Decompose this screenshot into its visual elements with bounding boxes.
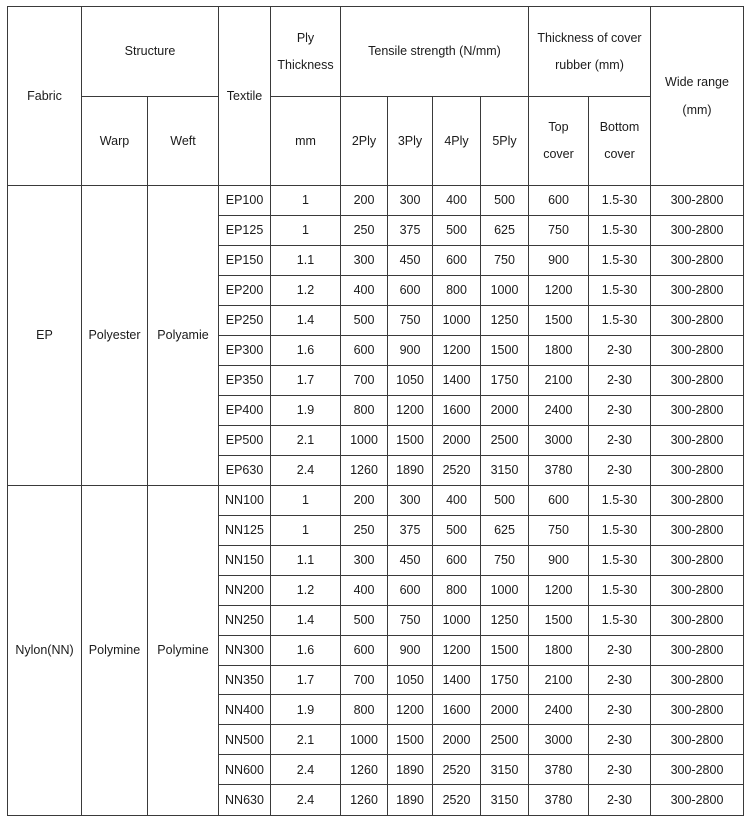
cell-tensile-5ply: 1750 [481, 365, 529, 395]
cell-ply-thickness-mm: 1 [271, 215, 341, 245]
cell-tensile-4ply: 1400 [433, 365, 481, 395]
cell-bottom-cover: 1.5-30 [589, 245, 651, 275]
cell-textile: NN150 [219, 545, 271, 575]
cell-textile: EP500 [219, 425, 271, 455]
cell-top-cover: 600 [529, 186, 589, 216]
cell-textile: EP250 [219, 305, 271, 335]
cell-ply-thickness-mm: 1.4 [271, 305, 341, 335]
cell-ply-thickness-mm: 1.7 [271, 665, 341, 695]
cell-top-cover: 1200 [529, 275, 589, 305]
cell-tensile-2ply: 700 [341, 665, 388, 695]
cell-wide-range: 300-2800 [651, 725, 744, 755]
cell-tensile-3ply: 300 [388, 485, 433, 515]
cell-tensile-3ply: 750 [388, 305, 433, 335]
cell-tensile-3ply: 1890 [388, 755, 433, 785]
cell-wide-range: 300-2800 [651, 425, 744, 455]
cell-tensile-2ply: 300 [341, 545, 388, 575]
cell-textile: NN630 [219, 785, 271, 815]
cell-bottom-cover: 2-30 [589, 695, 651, 725]
cell-tensile-4ply: 2000 [433, 425, 481, 455]
header-ply-thickness-line1: Ply [296, 30, 315, 45]
cell-tensile-3ply: 600 [388, 275, 433, 305]
cell-tensile-3ply: 1500 [388, 725, 433, 755]
cell-bottom-cover: 2-30 [589, 785, 651, 815]
cell-tensile-5ply: 2500 [481, 425, 529, 455]
header-row-primary [8, 7, 744, 97]
cell-tensile-5ply: 2000 [481, 395, 529, 425]
header-top-cover-line1: Top [548, 120, 569, 135]
cell-tensile-5ply: 1000 [481, 575, 529, 605]
cell-tensile-4ply: 400 [433, 485, 481, 515]
header-4ply: 4Ply [433, 96, 481, 186]
cell-bottom-cover: 1.5-30 [589, 575, 651, 605]
cell-bottom-cover: 1.5-30 [589, 515, 651, 545]
cell-ply-thickness-mm: 1.1 [271, 545, 341, 575]
cell-tensile-4ply: 800 [433, 275, 481, 305]
cell-ply-thickness-mm: 1.2 [271, 575, 341, 605]
header-cover-rubber-line1: Thickness of cover [537, 30, 642, 45]
group-cell-weft: Polymine [148, 485, 219, 815]
cell-bottom-cover: 2-30 [589, 455, 651, 485]
cell-ply-thickness-mm: 1.1 [271, 245, 341, 275]
cell-textile: EP350 [219, 365, 271, 395]
header-top-cover [529, 96, 589, 186]
cell-tensile-4ply: 1600 [433, 395, 481, 425]
cell-top-cover: 3780 [529, 755, 589, 785]
cell-tensile-2ply: 700 [341, 365, 388, 395]
cell-tensile-4ply: 1600 [433, 695, 481, 725]
cell-tensile-5ply: 500 [481, 186, 529, 216]
cell-tensile-3ply: 1050 [388, 365, 433, 395]
group-cell-weft: Polyamie [148, 186, 219, 486]
cell-bottom-cover: 2-30 [589, 725, 651, 755]
cell-bottom-cover: 1.5-30 [589, 545, 651, 575]
cell-bottom-cover: 1.5-30 [589, 215, 651, 245]
table-body [8, 186, 744, 816]
cell-ply-thickness-mm: 1 [271, 485, 341, 515]
cell-wide-range: 300-2800 [651, 515, 744, 545]
cell-textile: EP400 [219, 395, 271, 425]
cell-ply-thickness-mm: 1.2 [271, 275, 341, 305]
cell-wide-range: 300-2800 [651, 665, 744, 695]
group-cell-fabric: EP [8, 186, 82, 486]
cell-ply-thickness-mm: 2.4 [271, 455, 341, 485]
cell-tensile-5ply: 500 [481, 485, 529, 515]
cell-bottom-cover: 1.5-30 [589, 305, 651, 335]
group-cell-fabric: Nylon(NN) [8, 485, 82, 815]
cell-bottom-cover: 2-30 [589, 635, 651, 665]
header-2ply: 2Ply [341, 96, 388, 186]
cell-tensile-3ply: 375 [388, 215, 433, 245]
cell-wide-range: 300-2800 [651, 695, 744, 725]
cell-wide-range: 300-2800 [651, 785, 744, 815]
cell-ply-thickness-mm: 1.7 [271, 365, 341, 395]
cell-tensile-2ply: 500 [341, 305, 388, 335]
cell-top-cover: 750 [529, 215, 589, 245]
cell-wide-range: 300-2800 [651, 575, 744, 605]
cell-textile: NN600 [219, 755, 271, 785]
cell-tensile-5ply: 625 [481, 215, 529, 245]
cell-tensile-4ply: 600 [433, 545, 481, 575]
cell-ply-thickness-mm: 2.4 [271, 785, 341, 815]
header-cover-rubber-thickness [529, 7, 651, 97]
cell-top-cover: 2100 [529, 365, 589, 395]
cell-tensile-2ply: 500 [341, 605, 388, 635]
cell-wide-range: 300-2800 [651, 365, 744, 395]
header-ply-thickness-line2: Thickness [277, 57, 334, 72]
header-top-cover-line2: cover [543, 147, 574, 162]
cell-tensile-5ply: 2000 [481, 695, 529, 725]
cell-tensile-3ply: 450 [388, 545, 433, 575]
cell-ply-thickness-mm: 1 [271, 186, 341, 216]
cell-top-cover: 900 [529, 245, 589, 275]
cell-wide-range: 300-2800 [651, 335, 744, 365]
cell-tensile-3ply: 750 [388, 605, 433, 635]
cell-tensile-4ply: 800 [433, 575, 481, 605]
cell-tensile-2ply: 250 [341, 515, 388, 545]
cell-top-cover: 3000 [529, 725, 589, 755]
cell-tensile-4ply: 1200 [433, 335, 481, 365]
cell-textile: EP200 [219, 275, 271, 305]
cell-tensile-5ply: 3150 [481, 455, 529, 485]
cell-tensile-3ply: 900 [388, 635, 433, 665]
cell-top-cover: 600 [529, 485, 589, 515]
cell-top-cover: 900 [529, 545, 589, 575]
cell-textile: NN100 [219, 485, 271, 515]
cell-textile: NN500 [219, 725, 271, 755]
table-row [8, 485, 744, 515]
cell-tensile-4ply: 600 [433, 245, 481, 275]
cell-tensile-3ply: 900 [388, 335, 433, 365]
cell-textile: EP300 [219, 335, 271, 365]
cell-ply-thickness-mm: 2.1 [271, 425, 341, 455]
cell-top-cover: 3780 [529, 785, 589, 815]
header-cover-rubber-line2: rubber (mm) [555, 57, 624, 72]
cell-bottom-cover: 2-30 [589, 395, 651, 425]
conveyor-belt-spec-table [7, 6, 744, 816]
cell-ply-thickness-mm: 2.1 [271, 725, 341, 755]
cell-tensile-4ply: 1000 [433, 305, 481, 335]
cell-top-cover: 1800 [529, 335, 589, 365]
header-bottom-cover-line1: Bottom [599, 120, 640, 135]
cell-textile: EP100 [219, 186, 271, 216]
cell-top-cover: 3000 [529, 425, 589, 455]
cell-tensile-4ply: 2000 [433, 725, 481, 755]
cell-tensile-2ply: 250 [341, 215, 388, 245]
cell-tensile-2ply: 1000 [341, 725, 388, 755]
header-5ply: 5Ply [481, 96, 529, 186]
cell-tensile-2ply: 800 [341, 695, 388, 725]
cell-top-cover: 1500 [529, 605, 589, 635]
cell-tensile-3ply: 600 [388, 575, 433, 605]
cell-textile: NN400 [219, 695, 271, 725]
cell-tensile-2ply: 200 [341, 186, 388, 216]
cell-tensile-2ply: 1260 [341, 755, 388, 785]
cell-wide-range: 300-2800 [651, 186, 744, 216]
conveyor-belt-spec-table-container [7, 6, 743, 807]
cell-bottom-cover: 1.5-30 [589, 186, 651, 216]
cell-tensile-3ply: 1890 [388, 455, 433, 485]
cell-bottom-cover: 2-30 [589, 335, 651, 365]
cell-ply-thickness-mm: 1 [271, 515, 341, 545]
cell-ply-thickness-mm: 1.9 [271, 695, 341, 725]
cell-textile: EP630 [219, 455, 271, 485]
cell-tensile-2ply: 400 [341, 275, 388, 305]
cell-tensile-3ply: 1500 [388, 425, 433, 455]
cell-wide-range: 300-2800 [651, 635, 744, 665]
cell-textile: EP125 [219, 215, 271, 245]
cell-bottom-cover: 1.5-30 [589, 605, 651, 635]
cell-textile: NN300 [219, 635, 271, 665]
cell-tensile-3ply: 1200 [388, 395, 433, 425]
cell-wide-range: 300-2800 [651, 215, 744, 245]
cell-bottom-cover: 2-30 [589, 425, 651, 455]
cell-tensile-2ply: 200 [341, 485, 388, 515]
header-textile: Textile [219, 7, 271, 186]
cell-tensile-2ply: 800 [341, 395, 388, 425]
header-wide-range-line2: (mm) [682, 102, 712, 117]
cell-bottom-cover: 2-30 [589, 755, 651, 785]
cell-top-cover: 2100 [529, 665, 589, 695]
cell-ply-thickness-mm: 2.4 [271, 755, 341, 785]
cell-tensile-2ply: 600 [341, 635, 388, 665]
cell-tensile-4ply: 2520 [433, 785, 481, 815]
cell-tensile-5ply: 3150 [481, 755, 529, 785]
cell-tensile-3ply: 375 [388, 515, 433, 545]
header-fabric: Fabric [8, 7, 82, 186]
cell-top-cover: 3780 [529, 455, 589, 485]
cell-tensile-3ply: 300 [388, 186, 433, 216]
cell-top-cover: 1200 [529, 575, 589, 605]
cell-wide-range: 300-2800 [651, 545, 744, 575]
cell-tensile-3ply: 450 [388, 245, 433, 275]
cell-textile: NN125 [219, 515, 271, 545]
cell-tensile-5ply: 750 [481, 245, 529, 275]
cell-tensile-4ply: 500 [433, 515, 481, 545]
table-header [8, 7, 744, 186]
cell-textile: EP150 [219, 245, 271, 275]
cell-tensile-3ply: 1890 [388, 785, 433, 815]
header-weft: Weft [148, 96, 219, 186]
cell-tensile-2ply: 1260 [341, 455, 388, 485]
cell-bottom-cover: 1.5-30 [589, 485, 651, 515]
cell-wide-range: 300-2800 [651, 755, 744, 785]
cell-tensile-5ply: 3150 [481, 785, 529, 815]
cell-wide-range: 300-2800 [651, 395, 744, 425]
cell-tensile-5ply: 750 [481, 545, 529, 575]
cell-tensile-5ply: 1750 [481, 665, 529, 695]
cell-tensile-3ply: 1050 [388, 665, 433, 695]
cell-top-cover: 1800 [529, 635, 589, 665]
header-structure: Structure [82, 7, 219, 97]
cell-wide-range: 300-2800 [651, 275, 744, 305]
cell-tensile-4ply: 2520 [433, 755, 481, 785]
header-wide-range-line1: Wide range [665, 75, 729, 90]
cell-top-cover: 2400 [529, 395, 589, 425]
cell-tensile-4ply: 1000 [433, 605, 481, 635]
cell-wide-range: 300-2800 [651, 245, 744, 275]
cell-bottom-cover: 2-30 [589, 665, 651, 695]
cell-tensile-5ply: 1000 [481, 275, 529, 305]
header-tensile-strength: Tensile strength (N/mm) [341, 7, 529, 97]
cell-tensile-4ply: 500 [433, 215, 481, 245]
cell-tensile-5ply: 1250 [481, 605, 529, 635]
cell-bottom-cover: 2-30 [589, 365, 651, 395]
header-bottom-cover [589, 96, 651, 186]
cell-ply-thickness-mm: 1.4 [271, 605, 341, 635]
cell-tensile-4ply: 2520 [433, 455, 481, 485]
cell-textile: NN350 [219, 665, 271, 695]
cell-wide-range: 300-2800 [651, 485, 744, 515]
cell-tensile-5ply: 1500 [481, 335, 529, 365]
cell-tensile-2ply: 400 [341, 575, 388, 605]
header-wide-range [651, 7, 744, 186]
cell-wide-range: 300-2800 [651, 605, 744, 635]
cell-textile: NN250 [219, 605, 271, 635]
cell-tensile-5ply: 625 [481, 515, 529, 545]
cell-top-cover: 2400 [529, 695, 589, 725]
cell-top-cover: 1500 [529, 305, 589, 335]
cell-textile: NN200 [219, 575, 271, 605]
header-3ply: 3Ply [388, 96, 433, 186]
cell-wide-range: 300-2800 [651, 305, 744, 335]
cell-tensile-4ply: 1400 [433, 665, 481, 695]
cell-tensile-2ply: 300 [341, 245, 388, 275]
cell-tensile-2ply: 600 [341, 335, 388, 365]
header-ply-thickness [271, 7, 341, 97]
table-row [8, 186, 744, 216]
cell-tensile-2ply: 1260 [341, 785, 388, 815]
cell-tensile-5ply: 1250 [481, 305, 529, 335]
cell-ply-thickness-mm: 1.6 [271, 635, 341, 665]
group-cell-warp: Polyester [82, 186, 148, 486]
cell-tensile-4ply: 1200 [433, 635, 481, 665]
cell-bottom-cover: 1.5-30 [589, 275, 651, 305]
cell-tensile-3ply: 1200 [388, 695, 433, 725]
header-ply-thickness-unit: mm [271, 96, 341, 186]
cell-top-cover: 750 [529, 515, 589, 545]
header-warp: Warp [82, 96, 148, 186]
cell-tensile-4ply: 400 [433, 186, 481, 216]
header-bottom-cover-line2: cover [604, 147, 635, 162]
cell-ply-thickness-mm: 1.6 [271, 335, 341, 365]
group-cell-warp: Polymine [82, 485, 148, 815]
cell-tensile-2ply: 1000 [341, 425, 388, 455]
cell-tensile-5ply: 1500 [481, 635, 529, 665]
header-row-secondary [8, 96, 744, 186]
cell-wide-range: 300-2800 [651, 455, 744, 485]
cell-tensile-5ply: 2500 [481, 725, 529, 755]
cell-ply-thickness-mm: 1.9 [271, 395, 341, 425]
